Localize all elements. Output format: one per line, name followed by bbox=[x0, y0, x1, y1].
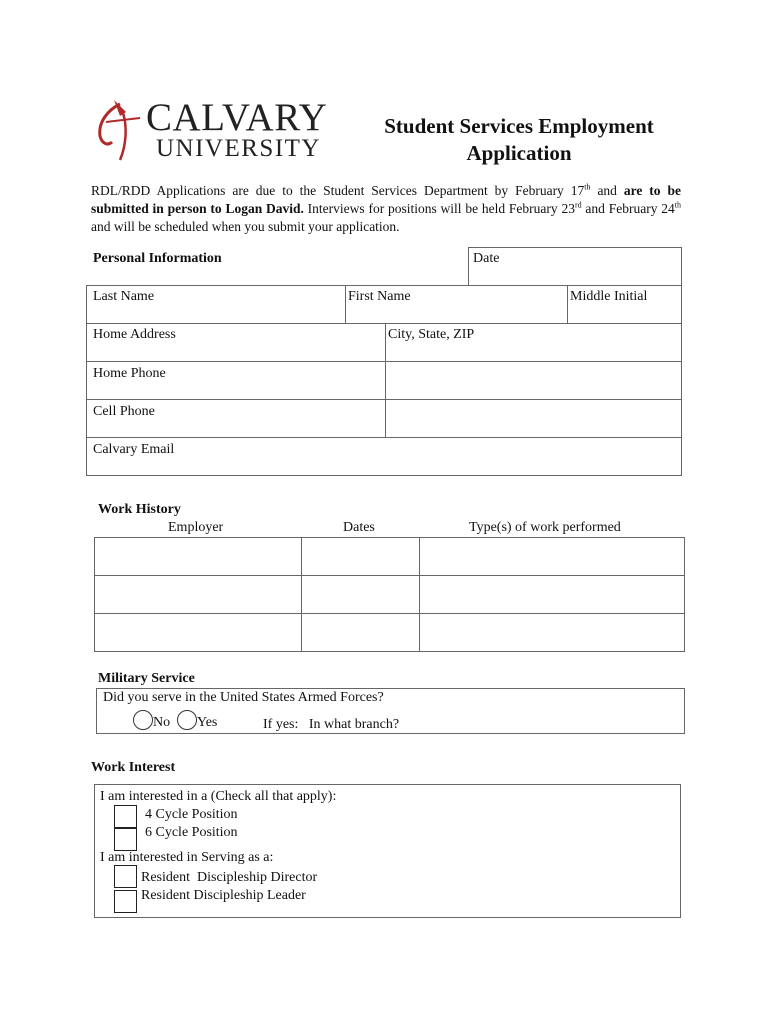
intro-sup-2: rd bbox=[574, 200, 582, 210]
middle-initial-field[interactable] bbox=[567, 285, 682, 324]
dates-cell-1[interactable] bbox=[303, 539, 418, 574]
calvary-university-logo bbox=[94, 96, 344, 162]
calvary-email-field[interactable] bbox=[86, 437, 682, 476]
home-address-field[interactable] bbox=[86, 323, 386, 362]
column-header-employer: Employer bbox=[168, 520, 224, 535]
rd-leader-checkbox[interactable] bbox=[114, 890, 137, 913]
column-divider bbox=[301, 537, 302, 652]
intro-paragraph bbox=[91, 182, 681, 236]
city-state-zip-label: City, State, ZIP bbox=[388, 327, 475, 342]
work-type-cell-2[interactable] bbox=[421, 577, 683, 612]
employer-cell-2[interactable] bbox=[96, 577, 300, 612]
military-yes-label: Yes bbox=[197, 715, 218, 730]
dates-cell-3[interactable] bbox=[303, 615, 418, 650]
last-name-label: Last Name bbox=[93, 289, 155, 304]
home-phone-label: Home Phone bbox=[93, 366, 166, 381]
armed-forces-question: Did you serve in the United States Armed Forces? bbox=[103, 690, 384, 705]
work-type-cell-3[interactable] bbox=[421, 615, 683, 650]
military-yes-radio[interactable] bbox=[177, 710, 197, 730]
title-line-1: Student Services Employment bbox=[384, 114, 654, 138]
date-label: Date bbox=[473, 251, 500, 266]
four-cycle-checkbox[interactable] bbox=[114, 805, 137, 828]
document-title bbox=[358, 113, 680, 167]
branch-prompt: If yes: In what branch? bbox=[263, 717, 400, 732]
six-cycle-label: 6 Cycle Position bbox=[145, 825, 238, 840]
intro-sup-1: th bbox=[584, 182, 591, 192]
date-field[interactable] bbox=[468, 247, 682, 286]
work-interest-heading: Work Interest bbox=[91, 760, 176, 775]
work-history-heading: Work History bbox=[98, 502, 181, 517]
intro-text-5: and will be scheduled when you submit your application. bbox=[91, 219, 400, 234]
military-no-option[interactable] bbox=[133, 710, 170, 731]
column-divider bbox=[419, 537, 420, 652]
personal-info-heading: Personal Information bbox=[93, 251, 222, 266]
military-yes-option[interactable] bbox=[177, 710, 217, 731]
logo-text-university: UNIVERSITY bbox=[156, 135, 321, 162]
military-service-heading: Military Service bbox=[98, 671, 195, 686]
home-address-label: Home Address bbox=[93, 327, 176, 342]
first-name-field[interactable] bbox=[345, 285, 568, 324]
dates-cell-2[interactable] bbox=[303, 577, 418, 612]
employer-cell-1[interactable] bbox=[96, 539, 300, 574]
row-divider bbox=[94, 613, 685, 614]
cell-phone-label-cell bbox=[86, 399, 386, 438]
home-phone-label-cell bbox=[86, 361, 386, 400]
city-state-zip-field[interactable] bbox=[385, 323, 682, 362]
branch-input[interactable] bbox=[412, 716, 682, 732]
row-divider bbox=[94, 575, 685, 576]
intro-sup-3: th bbox=[674, 200, 681, 210]
work-interest-box bbox=[94, 784, 681, 918]
column-header-dates: Dates bbox=[343, 520, 375, 535]
rd-director-label: Resident Discipleship Director bbox=[141, 870, 318, 885]
employer-cell-3[interactable] bbox=[96, 615, 300, 650]
middle-initial-label: Middle Initial bbox=[570, 289, 648, 304]
military-no-label: No bbox=[153, 715, 171, 730]
four-cycle-label: 4 Cycle Position bbox=[145, 807, 238, 822]
cell-phone-label: Cell Phone bbox=[93, 404, 155, 419]
rd-director-checkbox[interactable] bbox=[114, 865, 137, 888]
logo-text-calvary: CALVARY bbox=[146, 96, 328, 139]
cycle-question: I am interested in a (Check all that apply): bbox=[100, 789, 337, 804]
calvary-email-label: Calvary Email bbox=[93, 442, 175, 457]
intro-text-4: and February 24 bbox=[581, 201, 675, 216]
serving-question: I am interested in Serving as a: bbox=[100, 850, 274, 865]
six-cycle-checkbox[interactable] bbox=[114, 828, 137, 851]
column-header-work-type: Type(s) of work performed bbox=[469, 520, 621, 535]
cell-phone-field[interactable] bbox=[385, 399, 682, 438]
military-no-radio[interactable] bbox=[133, 710, 153, 730]
intro-bold-text: are to be submitted in person to Logan David. bbox=[91, 183, 681, 216]
cross-swoosh-icon bbox=[94, 96, 154, 162]
work-type-cell-1[interactable] bbox=[421, 539, 683, 574]
intro-text-3: Interviews for positions will be held February 23 bbox=[303, 201, 575, 216]
intro-text-1: RDL/RDD Applications are due to the Student Services Department by February 17 bbox=[91, 183, 585, 198]
first-name-label: First Name bbox=[348, 289, 411, 304]
last-name-field[interactable] bbox=[86, 285, 346, 324]
rd-leader-label: Resident Discipleship Leader bbox=[141, 888, 306, 903]
intro-text-2: and bbox=[590, 183, 624, 198]
home-phone-field[interactable] bbox=[385, 361, 682, 400]
title-line-2: Application bbox=[466, 141, 572, 165]
